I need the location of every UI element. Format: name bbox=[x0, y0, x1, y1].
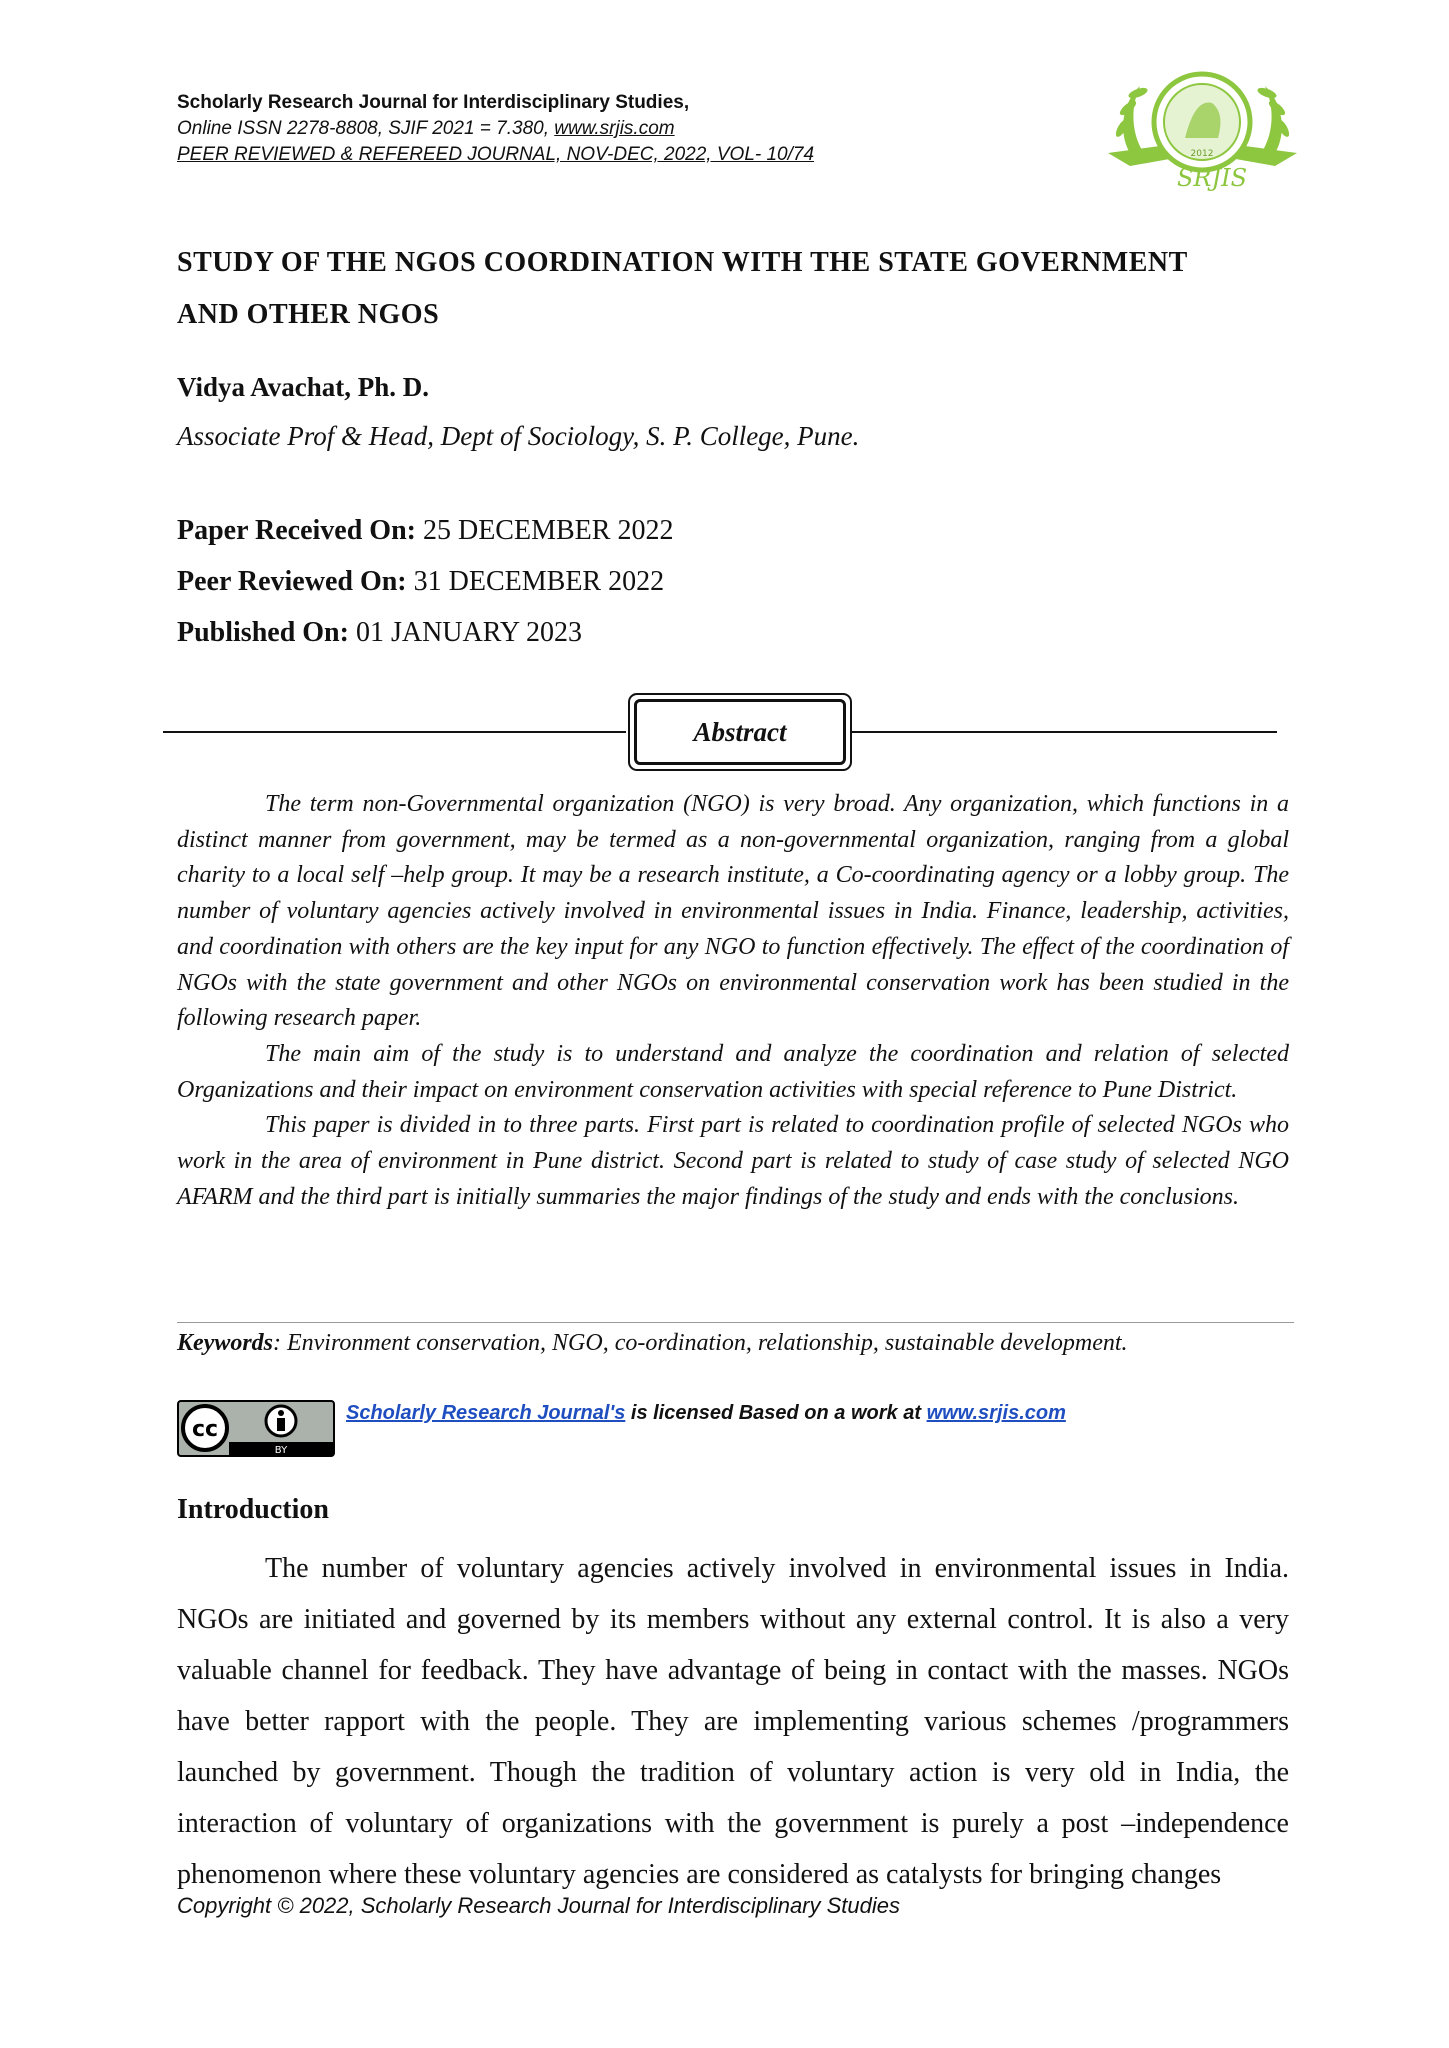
received-label: Paper Received On: bbox=[177, 515, 416, 546]
title-line-1: STUDY OF THE NGOS COORDINATION WITH THE STATE GOVERNMENT bbox=[177, 247, 1188, 278]
cc-by-license-badge[interactable] bbox=[177, 1400, 335, 1457]
abstract-paragraph: This paper is divided in to three parts. First part is related to coordination profile of selected NGOs who work in the area of environment in Pune district. Second part is related to study of case study of selected NGO AFARM and the third part is initially summaries the major findings of the study and ends with the conclusions. bbox=[177, 1112, 1289, 1210]
published-label: Published On: bbox=[177, 617, 349, 648]
author-name: Vidya Avachat, Ph. D. bbox=[177, 372, 430, 402]
published-value: 01 JANUARY 2023 bbox=[355, 617, 583, 648]
svg-text:cc: cc bbox=[191, 1417, 219, 1442]
svg-text:SRJIS: SRJIS bbox=[1176, 164, 1248, 192]
issn-line bbox=[177, 116, 937, 142]
keywords-divider bbox=[177, 1322, 1294, 1323]
license-middle-text: is licensed Based on a work at bbox=[625, 1402, 927, 1424]
abstract-divider-right bbox=[850, 731, 1277, 733]
abstract-paragraph: The main aim of the study is to understand and analyze the coordination and relation of selected Organizations and their impact on environment conservation activities with special reference to Pune District. bbox=[177, 1040, 1289, 1103]
keywords bbox=[177, 1326, 1307, 1360]
abstract-heading-box bbox=[628, 693, 852, 771]
reviewed-value: 31 DECEMBER 2022 bbox=[413, 566, 665, 597]
srjis-logo bbox=[1100, 58, 1305, 198]
abstract-heading: Abstract bbox=[634, 699, 846, 765]
srjis-site-link[interactable]: www.srjis.com bbox=[926, 1402, 1066, 1424]
peer-review-line: PEER REVIEWED & REFEREED JOURNAL, NOV-DEC, 2022, VOL- 10/74 bbox=[177, 144, 815, 165]
published-date-row bbox=[177, 607, 673, 658]
journal-name: Scholarly Research Journal for Interdisciplinary Studies, bbox=[177, 92, 690, 113]
paper-title bbox=[177, 237, 1289, 341]
introduction-text: The number of voluntary agencies actively involved in environmental issues in India. NGOs are initiated and governed by its members without any external control. It is also a very valuable channel for feedback. They have advantage of being in contact with the masses. NGOs have better rapport with the people. They are implementing various schemes /programmers launched by government. Though the tradition of voluntary action is very old in India, the interaction of voluntary of organizations with the government is purely a post –independence phenomenon where these voluntary agencies are considered as catalysts for bringing changes bbox=[177, 1553, 1289, 1890]
abstract-divider-left bbox=[163, 731, 626, 733]
author-affiliation: Associate Prof & Head, Dept of Sociology, S. P. College, Pune. bbox=[177, 421, 860, 451]
abstract-paragraph: The term non-Governmental organization (NGO) is very broad. Any organization, which functions in a distinct manner from government, may be termed as a non-governmental organization, ranging from a global charity to a local self –help group. It may be a research institute, a Co-coordinating agency or a lobby group. The number of voluntary agencies actively involved in environmental issues in India. Finance, leadership, activities, and coordination with others are the key input for any NGO to function effectively. The effect of the coordination of NGOs with the state government and other NGOs on environmental conservation work has been studied in the following research paper. bbox=[177, 791, 1289, 1032]
reviewed-date-row bbox=[177, 556, 673, 607]
introduction-heading: Introduction bbox=[177, 1494, 329, 1525]
publication-dates bbox=[177, 505, 673, 658]
keywords-label: Keywords bbox=[177, 1330, 273, 1356]
website-link[interactable]: www.srjis.com bbox=[554, 118, 675, 139]
title-line-2: AND OTHER NGOS bbox=[177, 299, 440, 330]
received-date-row bbox=[177, 505, 673, 556]
journal-header bbox=[177, 90, 937, 168]
svg-text:BY: BY bbox=[274, 1445, 288, 1456]
keywords-text: : Environment conservation, NGO, co-ordination, relationship, sustainable development. bbox=[273, 1330, 1128, 1356]
abstract-body bbox=[177, 787, 1289, 1215]
journal-license-link[interactable]: Scholarly Research Journal's bbox=[346, 1402, 626, 1424]
svg-text:2012: 2012 bbox=[1190, 149, 1214, 159]
reviewed-label: Peer Reviewed On: bbox=[177, 566, 407, 597]
received-value: 25 DECEMBER 2022 bbox=[422, 515, 674, 546]
copyright-footer: Copyright © 2022, Scholarly Research Journal for Interdisciplinary Studies bbox=[177, 1893, 901, 1918]
license-notice bbox=[346, 1402, 1066, 1425]
issn-text: Online ISSN 2278-8808, SJIF 2021 = 7.380, bbox=[177, 118, 549, 139]
